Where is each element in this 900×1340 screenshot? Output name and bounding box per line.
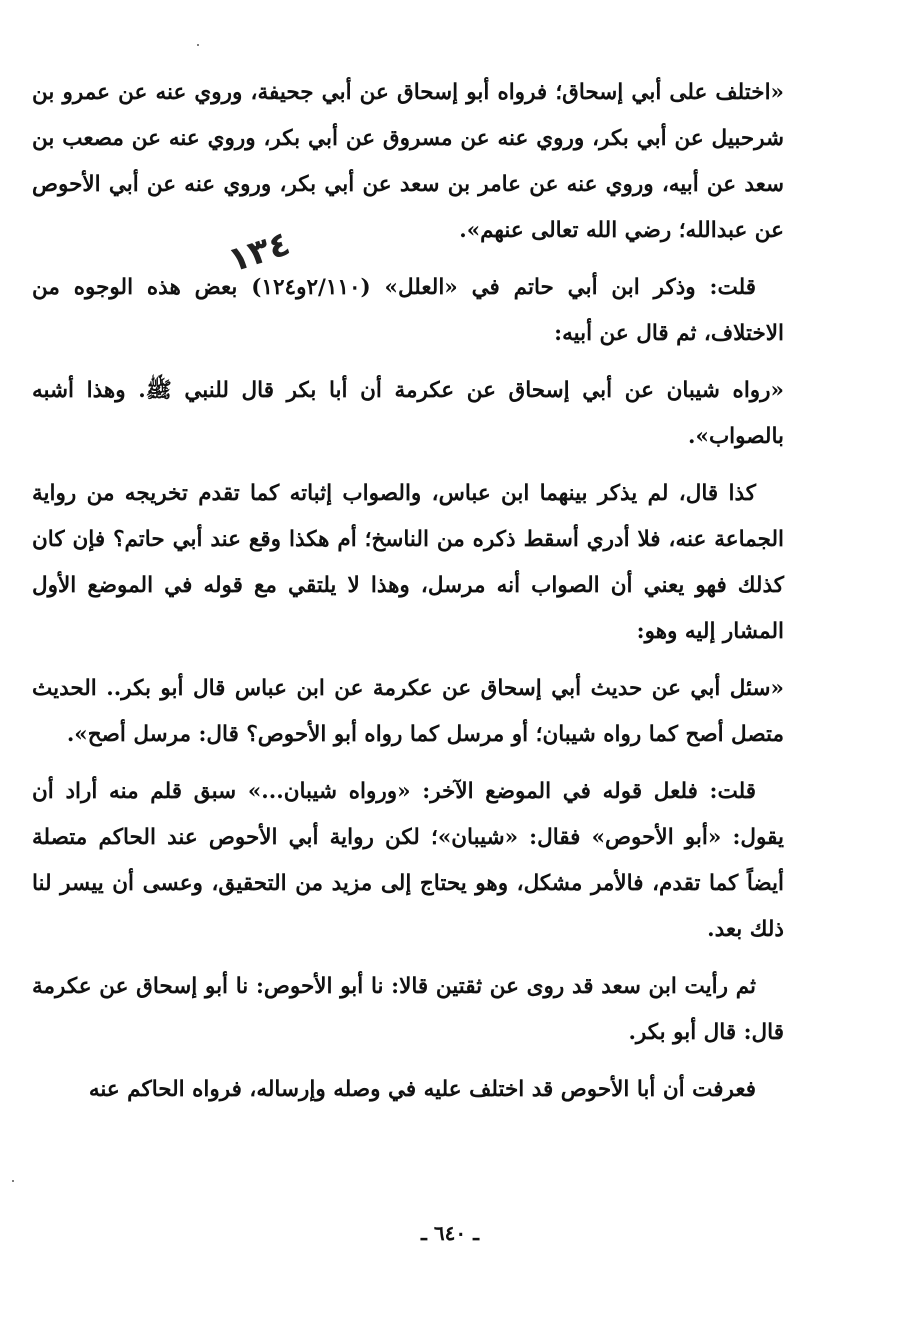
page-number: ـ ٦٤٠ ـ bbox=[421, 1221, 479, 1245]
paragraph-quote-3: «سئل أبي عن حديث أبي إسحاق عن عكرمة عن ابن عباس قال أبو بكر.. الحديث متصل أصح كما رواه شيبان؛ أو مرسل كما رواه أبو الأحوص؟ قال: مرسل أصح». bbox=[32, 676, 784, 747]
body-text bbox=[32, 70, 784, 1124]
speck-mark bbox=[197, 44, 199, 46]
paragraph-quote-1: «اختلف على أبي إسحاق؛ فرواه أبو إسحاق عن أبي جحيفة، وروي عنه عن عمرو بن شرحبيل عن أبي بكر، وروي عنه عن مسروق عن أبي بكر، وروي عنه عن مصعب بن سعد عن أبيه، وروي عنه عن عامر بن سعد عن أبي بكر، وروي عنه عن أبي الأحوص عن عبدالله؛ رضي الله تعالى عنهم». bbox=[32, 80, 784, 243]
paragraph-4: كذا قال، لم يذكر بينهما ابن عباس، والصواب إثباته كما تقدم تخريجه من رواية الجماعة عنه، فلا أدري أسقط ذكره من الناسخ؛ أم هكذا وقع عند أبي حاتم؟ فإن كان كذلك فهو يعني أن الصواب أنه مرسل، وهذا لا يلتقي مع قوله في الموضع الأول المشار إليه وهو: bbox=[32, 481, 784, 644]
paragraph-quote-2: «رواه شيبان عن أبي إسحاق عن عكرمة أن أبا بكر قال للنبي ﷺ. وهذا أشبه بالصواب». bbox=[32, 378, 784, 449]
speck-mark bbox=[12, 1180, 14, 1182]
paragraph-2: قلت: وذكر ابن أبي حاتم في «العلل» (٢/١١٠و١٢٤) بعض هذه الوجوه من الاختلاف، ثم قال عن أبيه: bbox=[32, 275, 784, 346]
paragraph-8: فعرفت أن أبا الأحوص قد اختلف عليه في وصله وإرساله، فرواه الحاكم عنه bbox=[88, 1077, 756, 1102]
handwritten-correction: ١٣٤ bbox=[223, 223, 295, 281]
paragraph-6: قلت: فلعل قوله في الموضع الآخر: «ورواه شيبان...» سبق قلم منه أراد أن يقول: «أبو الأحوص» فقال: «شيبان»؛ لكن رواية أبي الأحوص عند الحاكم متصلة أيضاً كما تقدم، فالأمر مشكل، وهو يحتاج إلى مزيد من التحقيق، وعسى أن ييسر لنا ذلك بعد. bbox=[32, 779, 784, 942]
paragraph-7: ثم رأيت ابن سعد قد روى عن ثقتين قالا: نا أبو الأحوص: نا أبو إسحاق عن عكرمة قال: قال أبو بكر. bbox=[32, 974, 784, 1045]
